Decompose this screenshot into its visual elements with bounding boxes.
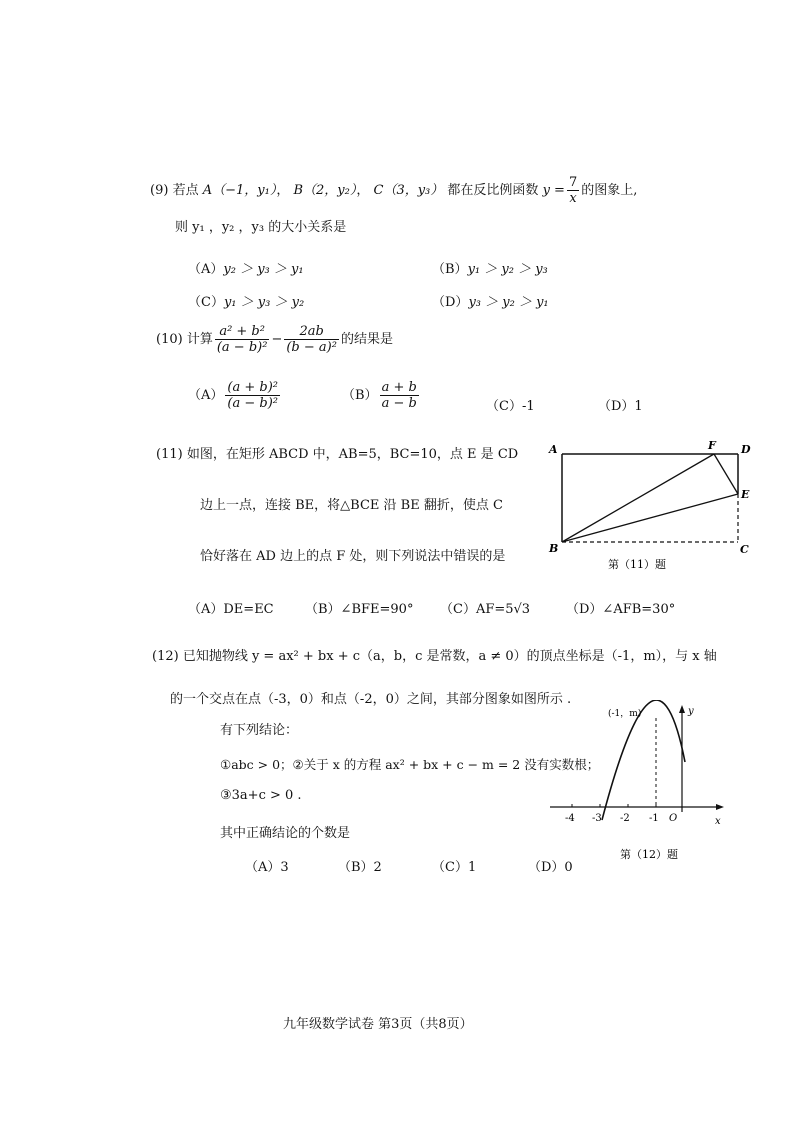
label-F: F bbox=[708, 439, 716, 452]
q11-line1 bbox=[156, 443, 518, 462]
q9-func-den: x bbox=[569, 191, 577, 206]
q10-line bbox=[156, 324, 393, 355]
q10-option-b-label: （B） bbox=[342, 388, 378, 403]
x-axis-label: x bbox=[715, 816, 721, 827]
q9-option-c-label: （C） bbox=[188, 295, 224, 310]
origin-label: O bbox=[669, 813, 678, 824]
q10-option-a-den: (a − b)² bbox=[227, 396, 278, 411]
q10-stem: 计算 bbox=[186, 332, 213, 347]
q10-option-a bbox=[188, 380, 282, 411]
q11-option-b: （B）∠BFE=90° bbox=[305, 602, 414, 617]
q11-option-d: （D）∠AFB=30° bbox=[566, 602, 676, 617]
q10-option-b bbox=[342, 380, 421, 411]
q11-number: (11) bbox=[156, 447, 183, 462]
q11-line1-text: 如图，在矩形 ABCD 中，AB=5，BC=10，点 E 是 CD bbox=[186, 447, 519, 462]
label-A: A bbox=[549, 443, 558, 456]
q11-option-a: （A）DE=EC bbox=[188, 602, 274, 617]
label-C: C bbox=[740, 543, 749, 556]
q10-option-b-den: a − b bbox=[381, 396, 417, 411]
q10-number: (10) bbox=[156, 332, 183, 347]
q9-option-c-text: y₁ ＞ y₃ ＞ y₂ bbox=[223, 295, 305, 310]
vertex-label: (-1，m) bbox=[608, 709, 642, 719]
y-axis-label: y bbox=[688, 706, 694, 717]
q9-stem-a: 若点 bbox=[172, 183, 199, 198]
q9-option-a-label: （A） bbox=[188, 262, 224, 277]
q10-f2-den: (b − a)² bbox=[286, 340, 337, 355]
q11-line3: 恰好落在 AD 边上的点 F 处，则下列说法中错误的是 bbox=[200, 549, 506, 564]
segment-BE bbox=[562, 494, 738, 542]
q10-option-a-label: （A） bbox=[188, 388, 224, 403]
y-axis-arrow bbox=[679, 705, 685, 713]
tick-label-minus-4: -4 bbox=[565, 813, 575, 824]
q12-option-c: （C）1 bbox=[432, 860, 477, 875]
q10-option-b-num: a + b bbox=[381, 380, 417, 395]
q10-option-c: （C）-1 bbox=[486, 399, 535, 414]
q12-figure bbox=[540, 700, 740, 868]
q9-option-b-label: （B） bbox=[432, 262, 468, 277]
q10-fraction-1 bbox=[215, 324, 270, 355]
q12-number: (12) bbox=[152, 649, 179, 664]
q10-f2-num: 2ab bbox=[284, 324, 339, 340]
q9-line1: (9) 若点 A（−1，y₁）， B（2，y₂）， C（3，y₃） 都在反比例函数 y = $\frac{7}{x}$ 的图象上, bbox=[150, 175, 638, 206]
label-D: D bbox=[741, 443, 751, 456]
label-E: E bbox=[741, 488, 750, 501]
q12-option-b: （B）2 bbox=[338, 860, 382, 875]
q10-minus: − bbox=[271, 332, 283, 347]
q10-option-b-fraction bbox=[380, 380, 419, 411]
segment-BF bbox=[562, 454, 714, 542]
q9-option-d-label: （D） bbox=[432, 295, 469, 310]
q10-option-a-num: (a + b)² bbox=[227, 380, 278, 395]
q9-option-d-text: y₃ ＞ y₂ ＞ y₁ bbox=[468, 295, 549, 310]
q12-option-a: （A）3 bbox=[245, 860, 289, 875]
q9-stem-b: 都在反比例函数 bbox=[447, 183, 539, 198]
q9-line2: 则 y₁ ，y₂ ，y₃ 的大小关系是 bbox=[175, 220, 347, 235]
q9-func-lhs: y = bbox=[542, 183, 565, 198]
q11-caption: 第（11）题 bbox=[608, 558, 666, 571]
q10-f1-den: (a − b)² bbox=[216, 340, 268, 355]
q9-option-a-text: y₂ ＞ y₃ ＞ y₁ bbox=[223, 262, 304, 277]
q11-line2: 边上一点，连接 BE，将△BCE 沿 BE 翻折，使点 C bbox=[200, 498, 503, 513]
tick-label-minus-1: -1 bbox=[649, 813, 659, 824]
q10-tail: 的结果是 bbox=[340, 332, 393, 347]
tick-label-minus-3: -3 bbox=[592, 813, 602, 824]
q12-line6: 其中正确结论的个数是 bbox=[220, 826, 351, 841]
q12-line1-text: 已知抛物线 y = ax² + bx + c（a，b，c 是常数，a ≠ 0）的顶点坐标是（-1，m），与 x 轴 bbox=[182, 649, 717, 664]
page-footer: 九年级数学试卷 第3页（共8页） bbox=[283, 1017, 473, 1032]
segment-FE bbox=[714, 454, 738, 494]
q9-point-c: C（3，y₃） bbox=[373, 183, 444, 198]
q12-line1 bbox=[152, 645, 717, 664]
q12-line3: 有下列结论： bbox=[220, 723, 299, 738]
q9-option-c bbox=[188, 291, 304, 310]
q10-fraction-2 bbox=[284, 324, 339, 355]
q9-point-a: A（−1，y₁） bbox=[202, 183, 277, 198]
q9-fraction bbox=[567, 175, 579, 206]
q10-option-d: （D）1 bbox=[598, 399, 643, 414]
q11-figure bbox=[540, 436, 760, 576]
q9-number: (9) bbox=[150, 183, 169, 198]
q9-option-b-text: y₁ ＞ y₂ ＞ y₃ bbox=[467, 262, 548, 277]
q9-option-d bbox=[432, 291, 549, 310]
q11-option-c: （C）AF=5√3 bbox=[440, 602, 531, 617]
q12-line2: 的一个交点在点（-3，0）和点（-2，0）之间，其部分图象如图所示 . bbox=[170, 692, 572, 707]
q12-line4: ①abc > 0；②关于 x 的方程 ax² + bx + c − m = 2 没有实数根； bbox=[220, 757, 600, 772]
q9-point-b: B（2，y₂） bbox=[293, 183, 357, 198]
q10-f1-num: a² + b² bbox=[215, 324, 270, 340]
q12-line5: ③3a+c > 0 . bbox=[220, 788, 302, 803]
tick-label-minus-2: -2 bbox=[620, 813, 630, 824]
q9-func-num: 7 bbox=[568, 175, 578, 190]
q9-option-a bbox=[188, 258, 304, 277]
x-axis-arrow bbox=[716, 804, 724, 810]
q12-caption: 第（12）题 bbox=[620, 848, 678, 861]
q9-stem-c: 的图象上, bbox=[581, 183, 638, 198]
q10-option-a-fraction bbox=[225, 380, 280, 411]
q12-option-d: （D）0 bbox=[528, 860, 573, 875]
label-B: B bbox=[549, 542, 559, 555]
q9-option-b bbox=[432, 258, 548, 277]
